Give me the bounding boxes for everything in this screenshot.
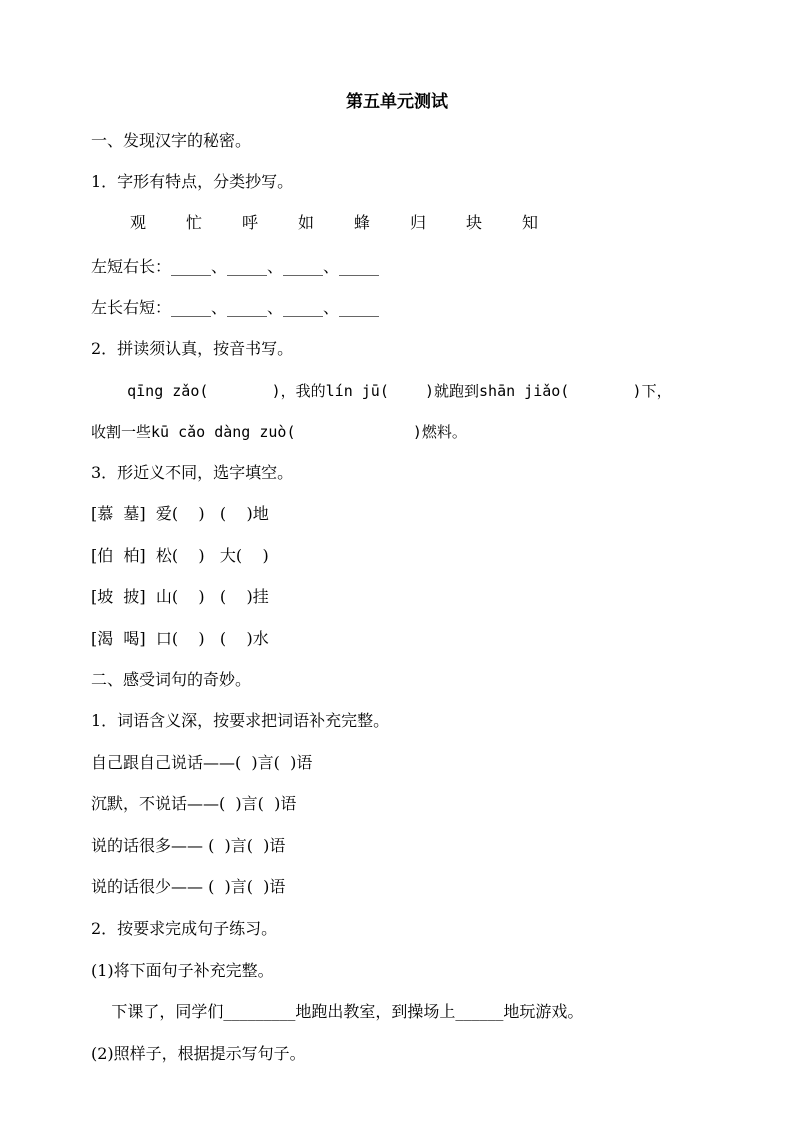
char-item: 蜂 — [354, 213, 371, 232]
char-item: 知 — [522, 213, 539, 232]
idiom-row: 自己跟自己说话——( )言( )语 — [91, 753, 313, 772]
pinyin-line-2: 收割一些kū cǎo dàng zuò( )燃料。 — [91, 423, 467, 441]
char-item: 忙 — [186, 213, 203, 232]
page-title: 第五单元测试 — [346, 92, 448, 112]
char-item: 观 — [130, 213, 147, 232]
section2-heading: 二、感受词句的奇妙。 — [91, 670, 252, 689]
choice-row: [伯 柏] 松( ) 大( ) — [91, 546, 269, 565]
s2-q2-sub2-label: (2)照样子，根据提示写句子。 — [91, 1044, 306, 1063]
choice-row: [渴 喝] 口( ) ( )水 — [91, 629, 269, 648]
idiom-row: 沉默，不说话——( )言( )语 — [91, 794, 297, 813]
q2-label: 2．拼读须认真，按音书写。 — [91, 339, 294, 358]
left-long-right-short-row: 左长右短：_____、_____、_____、_____ — [91, 298, 380, 317]
s2-q2-sub1-text: 下课了，同学们_________地跑出教室，到操场上______地玩游戏。 — [91, 1002, 584, 1021]
left-short-right-long-row: 左短右长：_____、_____、_____、_____ — [91, 257, 380, 276]
idiom-row: 说的话很多—— ( )言( )语 — [91, 836, 286, 855]
idiom-row: 说的话很少—— ( )言( )语 — [91, 877, 286, 896]
s2-q1-label: 1．词语含义深，按要求把词语补充完整。 — [91, 711, 390, 730]
char-item: 归 — [410, 213, 427, 232]
char-item: 如 — [298, 213, 315, 232]
pinyin-line-1: qīng zǎo( )，我的lín jū( )就跑到shān jiǎo( )下， — [91, 382, 672, 400]
char-item: 呼 — [242, 213, 259, 232]
q3-label: 3．形近义不同，选字填空。 — [91, 463, 294, 482]
q1-label: 1．字形有特点，分类抄写。 — [91, 172, 294, 191]
s2-q2-label: 2．按要求完成句子练习。 — [91, 919, 278, 938]
section1-heading: 一、发现汉字的秘密。 — [91, 131, 252, 150]
choice-row: [慕 墓] 爱( ) ( )地 — [91, 504, 269, 523]
character-list — [0, 210, 794, 234]
s2-q2-sub1-label: (1)将下面句子补充完整。 — [91, 961, 274, 980]
choice-row: [坡 披] 山( ) ( )挂 — [91, 587, 269, 606]
char-item: 块 — [466, 213, 483, 232]
